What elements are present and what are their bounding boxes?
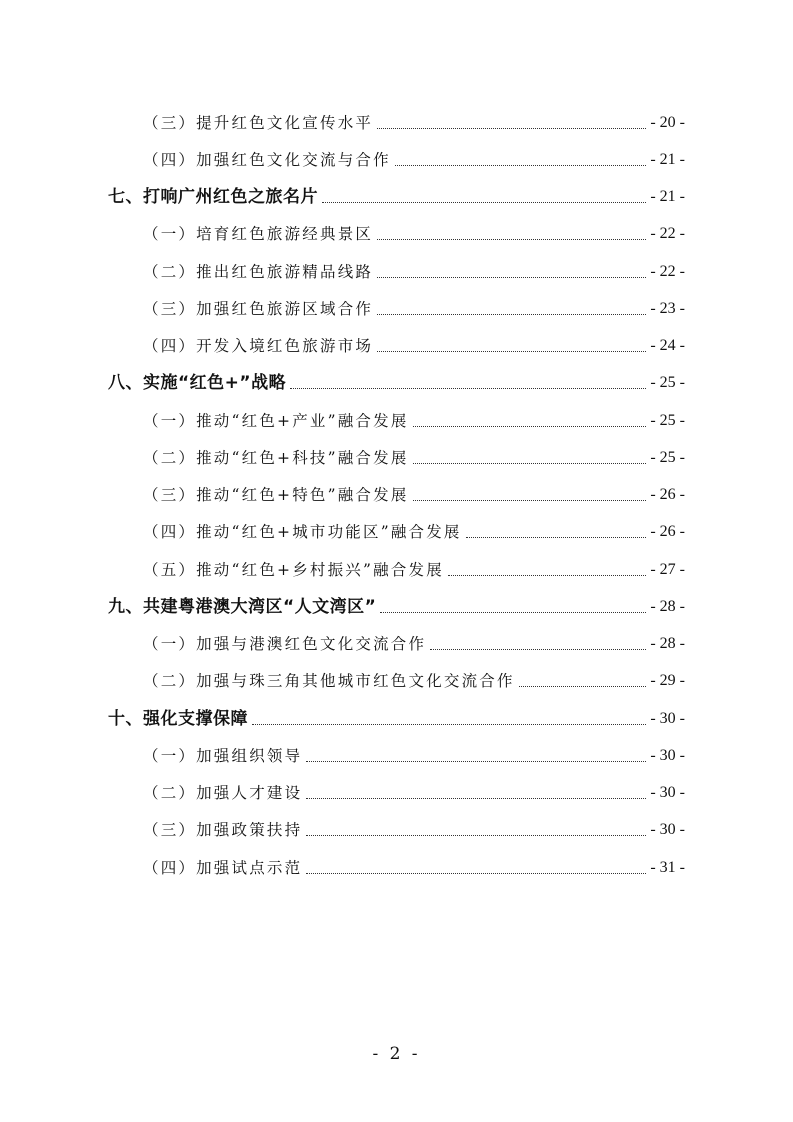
toc-entry-page: - 22 - bbox=[650, 263, 685, 280]
toc-entry-page: - 29 - bbox=[650, 672, 685, 689]
toc-entry-title: （一）培育红色旅游经典景区 bbox=[143, 225, 374, 243]
toc-entry-page: - 28 - bbox=[650, 598, 685, 615]
toc-chapter-entry bbox=[108, 184, 685, 208]
toc-entry-page: - 22 - bbox=[650, 225, 685, 242]
toc-entry-title: （二）推出红色旅游精品线路 bbox=[143, 263, 374, 281]
toc-chapter-title: 七、打响广州红色之旅名片 bbox=[108, 187, 318, 207]
toc-chapter-title: 十、强化支撑保障 bbox=[108, 709, 248, 729]
toc-entry-title: （三）推动“红色+特色”融合发展 bbox=[143, 486, 409, 504]
toc-entry-title: （四）推动“红色+城市功能区”融合发展 bbox=[143, 523, 462, 541]
toc-entry-page: - 20 - bbox=[650, 114, 685, 131]
toc-chapter-title: 八、实施“红色+”战略 bbox=[108, 373, 287, 393]
toc-entry-title: （二）推动“红色+科技”融合发展 bbox=[143, 449, 409, 467]
toc-entry-page: - 30 - bbox=[650, 747, 685, 764]
toc-entry-page: - 26 - bbox=[650, 523, 685, 540]
toc-entry bbox=[143, 817, 685, 841]
toc-dot-leader bbox=[306, 798, 646, 799]
toc-entry bbox=[143, 519, 685, 543]
toc-dot-leader bbox=[466, 537, 647, 538]
toc-entry-title: （四）开发入境红色旅游市场 bbox=[143, 337, 374, 355]
toc-dot-leader bbox=[377, 351, 646, 352]
toc-dot-leader bbox=[519, 686, 647, 687]
toc-entry bbox=[143, 668, 685, 692]
toc-dot-leader bbox=[377, 128, 646, 129]
toc-entry bbox=[143, 259, 685, 283]
toc-entry-page: - 30 - bbox=[650, 821, 685, 838]
toc-dot-leader bbox=[413, 426, 647, 427]
toc-entry-page: - 25 - bbox=[650, 449, 685, 466]
toc-entry-page: - 30 - bbox=[650, 710, 685, 727]
toc-entry bbox=[143, 296, 685, 320]
toc-entry-title: （五）推动“红色+乡村振兴”融合发展 bbox=[143, 561, 444, 579]
toc-entry-title: （二）加强与珠三角其他城市红色文化交流合作 bbox=[143, 672, 515, 690]
toc-entry bbox=[143, 147, 685, 171]
toc-entry-page: - 23 - bbox=[650, 300, 685, 317]
toc-dot-leader bbox=[380, 612, 646, 613]
toc-entry-page: - 21 - bbox=[650, 188, 685, 205]
toc-entry-title: （二）加强人才建设 bbox=[143, 784, 303, 802]
toc-entry bbox=[143, 743, 685, 767]
toc-chapter-entry bbox=[108, 594, 685, 618]
toc-dot-leader bbox=[306, 873, 646, 874]
toc-entry-page: - 28 - bbox=[650, 635, 685, 652]
toc-dot-leader bbox=[306, 835, 646, 836]
toc-entry-page: - 25 - bbox=[650, 374, 685, 391]
toc-entry-page: - 24 - bbox=[650, 337, 685, 354]
toc-chapter-entry bbox=[108, 370, 685, 394]
toc-dot-leader bbox=[377, 314, 646, 315]
toc-entry bbox=[143, 221, 685, 245]
toc-entry bbox=[143, 333, 685, 357]
toc-entry-page: - 26 - bbox=[650, 486, 685, 503]
toc-entry-title: （一）加强组织领导 bbox=[143, 747, 303, 765]
toc-entry-title: （三）加强红色旅游区域合作 bbox=[143, 300, 374, 318]
toc-entry-title: （一）加强与港澳红色文化交流合作 bbox=[143, 635, 427, 653]
toc-entry-page: - 21 - bbox=[650, 151, 685, 168]
toc-entry-page: - 27 - bbox=[650, 561, 685, 578]
toc-entry-page: - 31 - bbox=[650, 859, 685, 876]
toc-chapter-title: 九、共建粤港澳大湾区“人文湾区” bbox=[108, 597, 377, 617]
toc-entry bbox=[143, 855, 685, 879]
toc-entry-title: （四）加强红色文化交流与合作 bbox=[143, 151, 391, 169]
toc-dot-leader bbox=[395, 165, 647, 166]
toc-dot-leader bbox=[377, 239, 646, 240]
toc-entry bbox=[143, 110, 685, 134]
toc-dot-leader bbox=[290, 388, 646, 389]
toc-entry-title: （三）提升红色文化宣传水平 bbox=[143, 114, 374, 132]
toc-dot-leader bbox=[430, 649, 646, 650]
toc-dot-leader bbox=[322, 202, 646, 203]
toc-entry bbox=[143, 557, 685, 581]
toc-dot-leader bbox=[377, 277, 646, 278]
toc-entry bbox=[143, 445, 685, 469]
toc-dot-leader bbox=[306, 761, 646, 762]
toc-entry bbox=[143, 631, 685, 655]
toc-entry bbox=[143, 482, 685, 506]
toc-entry-page: - 30 - bbox=[650, 784, 685, 801]
toc-entry-page: - 25 - bbox=[650, 412, 685, 429]
toc-entry-title: （三）加强政策扶持 bbox=[143, 821, 303, 839]
toc-entry bbox=[143, 780, 685, 804]
toc-dot-leader bbox=[413, 463, 647, 464]
toc-dot-leader bbox=[448, 575, 646, 576]
toc-dot-leader bbox=[252, 724, 646, 725]
page-number: - 2 - bbox=[372, 1044, 421, 1064]
toc-dot-leader bbox=[413, 500, 647, 501]
toc-entry-title: （一）推动“红色+产业”融合发展 bbox=[143, 412, 409, 430]
toc-chapter-entry bbox=[108, 706, 685, 730]
toc-entry bbox=[143, 408, 685, 432]
toc-entry-title: （四）加强试点示范 bbox=[143, 859, 303, 877]
